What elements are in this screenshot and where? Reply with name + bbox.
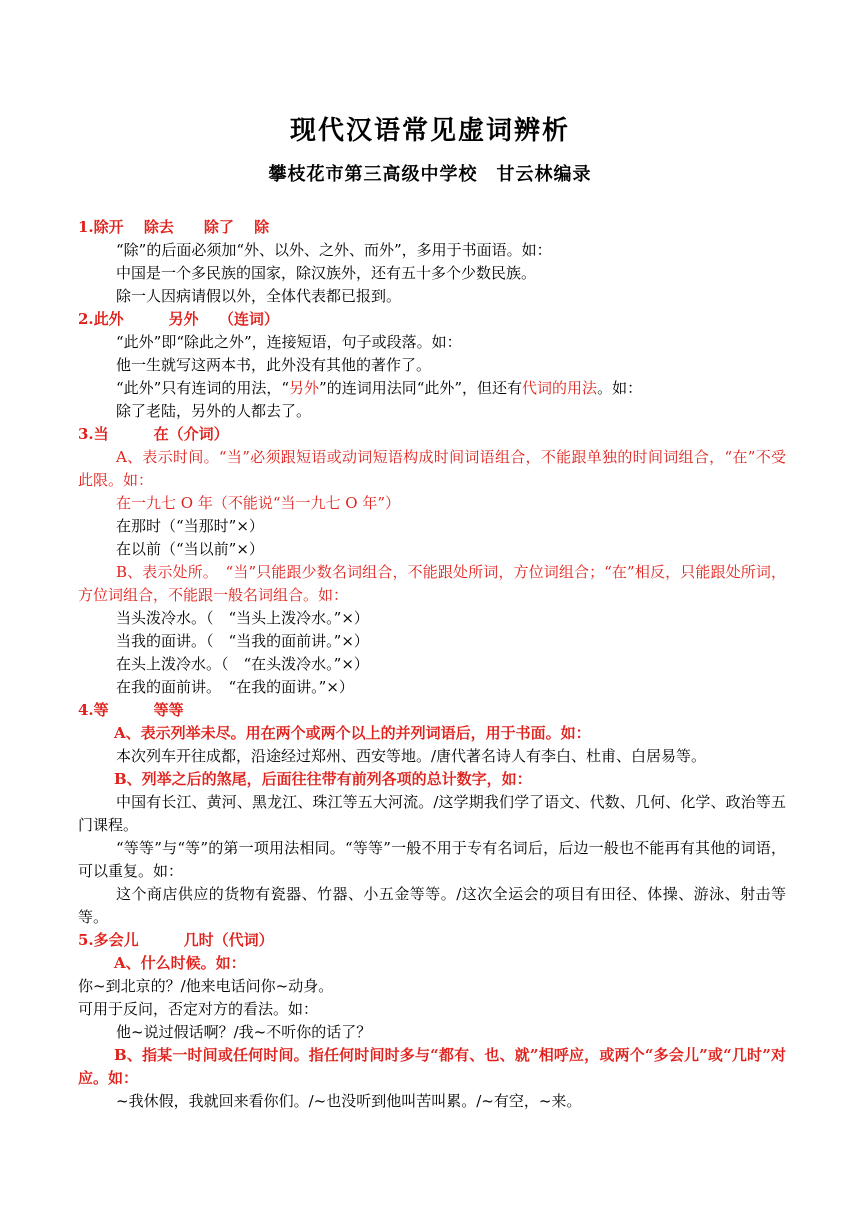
section-4-example-a: 本次列车开往成都，沿途经过郑州、西安等地。/唐代著名诗人有李白、杜甫、白居易等。	[116, 747, 707, 765]
section-3-example-5: 当我的面讲。（ “当我的面前讲。”×）	[116, 632, 369, 650]
section-1-line-1: “除”的后面必须加“外、以外、之外、而外”，多用于书面语。如：	[116, 241, 552, 259]
section-5-example-a-1: 你~到北京的？/他来电话问你~动身。	[78, 977, 334, 995]
section-2-heading: 2.此外 另外 （连词）	[78, 310, 279, 328]
section-3-point-a: A、表示时间。“当”必须跟短语或动词短语构成时间词语组合，不能跟单独的时间词组合，“在”不受此限。如：	[78, 448, 786, 489]
section-5-point-b: B、指某一时间或任何时间。指任何时间时多与“都有、也、就”相呼应，或两个“多会儿”或“几时”对应。如：	[78, 1046, 786, 1087]
section-4-point-a: A、表示列举未尽。用在两个或两个以上的并列词语后，用于书面。如：	[114, 724, 591, 742]
section-2-example-2: 除了老陆，另外的人都去了。	[116, 402, 312, 420]
section-3-example-6: 在头上泼冷水。（ “在头泼冷水。”×）	[116, 655, 369, 673]
section-5-point-a: A、什么时候。如：	[114, 954, 246, 972]
section-5-example-a-3: 他~说过假话啊？/我~不听你的话了？	[116, 1023, 372, 1041]
section-4-note-example: 这个商店供应的货物有瓷器、竹器、小五金等等。/这次全运会的项目有田径、体操、游泳、射击等等。	[78, 885, 786, 926]
section-4-example-b: 中国有长江、黄河、黑龙江、珠江等五大河流。/这学期我们学了语文、代数、几何、化学、政治等五门课程。	[78, 793, 786, 834]
section-2-line-2: “此外”只有连词的用法，“另外”的连词用法同“此外”，但还有代词的用法。如：	[116, 379, 643, 397]
section-4-point-b: B、列举之后的煞尾，后面往往带有前列各项的总计数字，如：	[114, 770, 532, 788]
section-3-point-b: B、表示处所。 “当”只能跟少数名词组合，不能跟处所词，方位词组合；“在”相反，只能跟处所词，方位词组合，不能跟一般名词组合。如：	[78, 563, 786, 604]
section-1-example-2: 除一人因病请假以外，全体代表都已报到。	[116, 287, 402, 305]
section-3-example-2: 在那时（“当那时”×）	[116, 517, 264, 535]
section-1-example-1: 中国是一个多民族的国家，除汉族外，还有五十多个少数民族。	[116, 264, 537, 282]
section-5-example-a-2: 可用于反问，否定对方的看法。如：	[78, 1000, 319, 1018]
section-3-example-4: 当头泼冷水。（ “当头上泼冷水。”×）	[116, 609, 369, 627]
section-3-example-3: 在以前（“当以前”×）	[116, 540, 264, 558]
section-3-example-7: 在我的面前讲。 “在我的面讲。”×）	[116, 678, 354, 696]
section-1-heading: 1.除开 除去 除了 除	[78, 218, 270, 236]
document-body	[78, 216, 786, 1113]
section-2-line-1: “此外”即“除此之外”，连接短语，句子或段落。如：	[116, 333, 462, 351]
section-4-heading: 4.等 等等	[78, 701, 184, 719]
section-3-example-1: 在一九七 O 年（不能说“当一九七 O 年”）	[116, 494, 401, 512]
section-5-heading: 5.多会儿 几时（代词）	[78, 931, 274, 949]
section-4-note: “等等”与“等”的第一项用法相同。“等等”一般不用于专有名词后，后边一般也不能再有其他的词语，可以重复。如：	[78, 839, 786, 880]
section-3-heading: 3.当 在（介词）	[78, 425, 229, 443]
section-2-example-1: 他一生就写这两本书，此外没有其他的著作了。	[116, 356, 432, 374]
section-5-example-b: ~我休假，我就回来看你们。/~也没听到他叫苦叫累。/~有空，~来。	[116, 1092, 582, 1110]
document-title: 现代汉语常见虚词辨析	[289, 116, 570, 146]
document-subtitle: 攀枝花市第三高级中学校 甘云林编录	[268, 164, 592, 185]
